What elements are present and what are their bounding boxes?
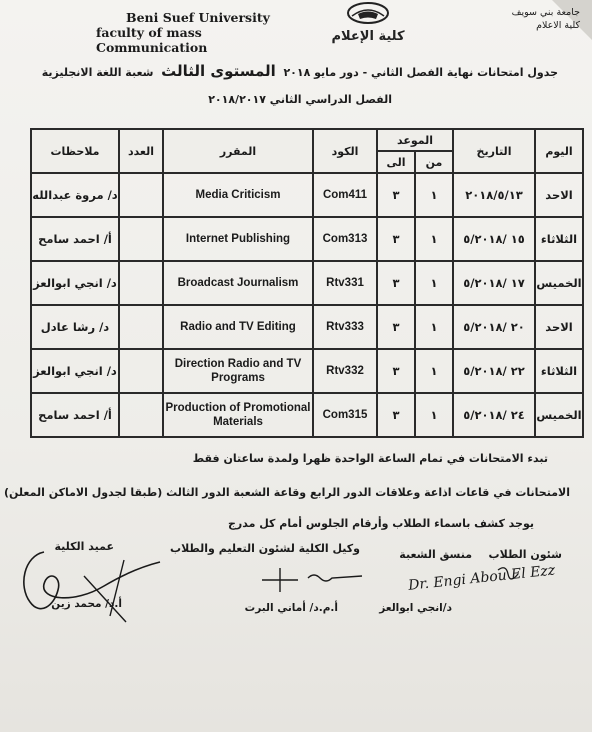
cell-from: ١ <box>415 173 453 217</box>
cell-count <box>119 393 163 437</box>
table-row <box>31 305 583 349</box>
cell-count <box>119 349 163 393</box>
faculty-name-en: faculty of mass Communication <box>96 25 208 55</box>
cell-from: ١ <box>415 261 453 305</box>
coordinator-signature <box>404 560 556 596</box>
header-from: من <box>415 151 453 173</box>
cell-date: ٢٠ /٥/٢٠١٨ <box>453 305 535 349</box>
cell-notes: د/ انجي ابوالعز <box>31 261 119 305</box>
header-date: التاريخ <box>453 129 535 173</box>
table-row <box>31 173 583 217</box>
table-row <box>31 349 583 393</box>
cell-count <box>119 173 163 217</box>
table-row <box>31 393 583 437</box>
cell-date: ٢٠١٨/٥/١٣ <box>453 173 535 217</box>
cell-course: Direction Radio and TV Programs <box>163 349 313 393</box>
cell-notes: د/ رشا عادل <box>31 305 119 349</box>
coordinator-title: منسق الشعبة <box>399 548 472 561</box>
cell-date: ١٧ /٥/٢٠١٨ <box>453 261 535 305</box>
cell-day: الخميس <box>535 393 583 437</box>
header-count: العدد <box>119 129 163 173</box>
university-ar: جامعة بني سويف <box>511 7 580 18</box>
cell-day: الاحد <box>535 173 583 217</box>
cell-code: Com411 <box>313 173 377 217</box>
vice-dean-title: وكيل الكلية لشئون التعليم والطلاب <box>170 542 360 555</box>
cell-date: ١٥ /٥/٢٠١٨ <box>453 217 535 261</box>
cell-from: ١ <box>415 349 453 393</box>
cell-date: ٢٤ /٥/٢٠١٨ <box>453 393 535 437</box>
cell-notes: د/ انجي ابوالعز <box>31 349 119 393</box>
cell-code: Rtv331 <box>313 261 377 305</box>
cell-count <box>119 305 163 349</box>
cell-code: Rtv332 <box>313 349 377 393</box>
header-notes: ملاحظات <box>31 129 119 173</box>
header-time: الموعد <box>377 129 453 151</box>
vice-dean-name: أ.م.د/ أماني البرت <box>244 602 338 614</box>
cell-course: Production of Promotional Materials <box>163 393 313 437</box>
faculty-ar: كلية الاعلام <box>536 20 580 31</box>
cell-day: الخميس <box>535 261 583 305</box>
cell-to: ٣ <box>377 349 415 393</box>
dean-title: عميد الكلية <box>54 540 114 553</box>
dean-name: أ.د/ محمد زين <box>51 598 122 610</box>
title-part1: جدول امتحانات نهاية الفصل الثاني - دور مايو ٢٠١٨ <box>283 66 558 79</box>
cell-date: ٢٢ /٥/٢٠١٨ <box>453 349 535 393</box>
table-header-row <box>31 129 583 151</box>
university-name-ar <box>512 6 580 32</box>
cell-notes: أ/ احمد سامح <box>31 217 119 261</box>
cell-count <box>119 217 163 261</box>
student-affairs-title: شئون الطلاب <box>488 548 562 561</box>
cell-day: الاحد <box>535 305 583 349</box>
logo-caption: كلية الإعلام <box>331 29 405 44</box>
title-level: المستوى الثالث <box>161 62 276 80</box>
faculty-logo <box>328 0 408 44</box>
cell-day: الثلاثاء <box>535 217 583 261</box>
header-code: الكود <box>313 129 377 173</box>
table-row <box>31 261 583 305</box>
cell-to: ٣ <box>377 305 415 349</box>
cell-notes: د/ مروة عبدالله <box>31 173 119 217</box>
cell-from: ١ <box>415 305 453 349</box>
schedule-title <box>42 62 558 80</box>
cell-code: Rtv333 <box>313 305 377 349</box>
cell-notes: أ/ احمد سامح <box>31 393 119 437</box>
note-exam-halls: الامتحانات في قاعات اذاعة وعلاقات الدور الرابع وقاعة الشعبة الدور الثالث (طبقا لجدول الاماكن المعلن) <box>3 486 570 499</box>
university-name-en: Beni Suef University <box>126 10 270 25</box>
dean-signature <box>14 546 164 628</box>
cell-to: ٣ <box>377 217 415 261</box>
table-row <box>31 217 583 261</box>
note-seating-list: يوجد كشف باسماء الطلاب وأرقام الجلوس أمام كل مدرج <box>227 517 534 530</box>
vice-dean-signature <box>258 560 368 596</box>
header-course: المقرر <box>163 129 313 173</box>
cell-to: ٣ <box>377 393 415 437</box>
cell-day: الثلاثاء <box>535 349 583 393</box>
cell-code: Com315 <box>313 393 377 437</box>
note-exam-time: تبدء الامتحانات في تمام الساعة الواحدة ظهرا ولمدة ساعتان فقط <box>192 452 548 465</box>
cell-to: ٣ <box>377 173 415 217</box>
cell-to: ٣ <box>377 261 415 305</box>
semester-title: الفصل الدراسي الثاني ٢٠١٨/٢٠١٧ <box>208 93 392 106</box>
header-day: اليوم <box>535 129 583 173</box>
header-to: الى <box>377 151 415 173</box>
coordinator-name: د/انجي ابوالعز <box>379 602 452 614</box>
title-dept: شعبة اللغة الانجليزية <box>41 66 154 79</box>
svg-text:Dr. Engi Abou El Ezz: Dr. Engi Abou El Ezz <box>407 562 556 594</box>
cell-count <box>119 261 163 305</box>
cell-course: Media Criticism <box>163 173 313 217</box>
exam-schedule-table <box>30 128 584 438</box>
cell-code: Com313 <box>313 217 377 261</box>
cell-course: Radio and TV Editing <box>163 305 313 349</box>
cell-from: ١ <box>415 217 453 261</box>
cell-from: ١ <box>415 393 453 437</box>
cell-course: Internet Publishing <box>163 217 313 261</box>
cell-course: Broadcast Journalism <box>163 261 313 305</box>
